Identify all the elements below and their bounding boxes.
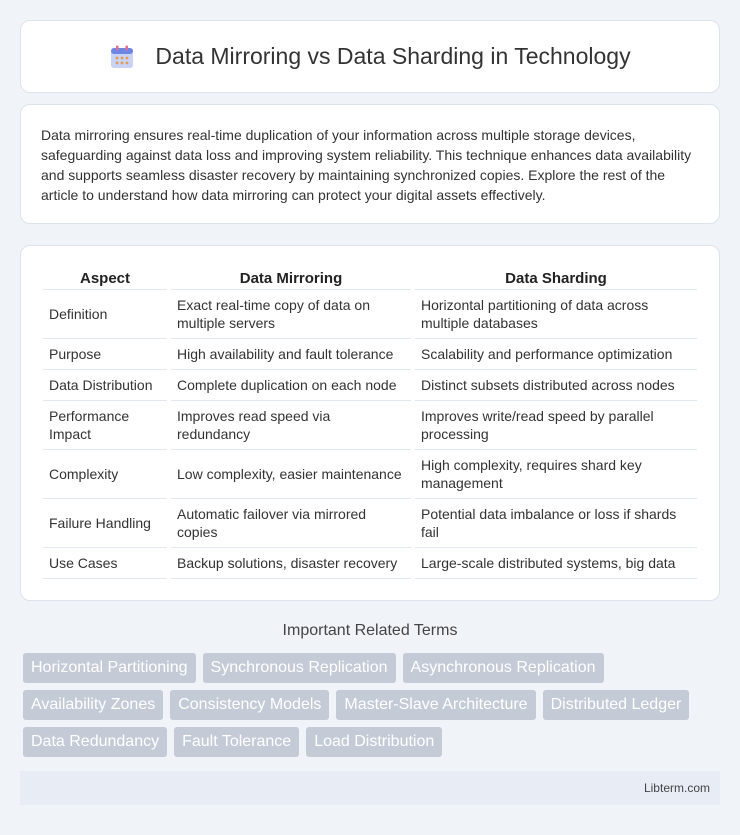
tag-master-slave-architecture[interactable]: Master-Slave Architecture xyxy=(336,690,535,720)
row-mirroring: High availability and fault tolerance xyxy=(171,339,411,370)
table-row xyxy=(43,290,697,339)
table-row xyxy=(43,339,697,370)
row-mirroring: Complete duplication on each node xyxy=(171,370,411,401)
row-sharding: Distinct subsets distributed across nodes xyxy=(415,370,697,401)
row-aspect: Definition xyxy=(43,290,167,339)
tag-consistency-models[interactable]: Consistency Models xyxy=(170,690,329,720)
row-aspect: Data Distribution xyxy=(43,370,167,401)
footer-site-link[interactable]: Libterm.com xyxy=(643,781,710,795)
tag-distributed-ledger[interactable]: Distributed Ledger xyxy=(543,690,690,720)
header-card xyxy=(20,20,720,93)
table-row xyxy=(43,401,697,450)
tag-availability-zones[interactable]: Availability Zones xyxy=(23,690,163,720)
intro-text: Data mirroring ensures real-time duplication of your information across multiple storage devices, safeguarding against data loss and improving system reliability. This technique enhances data availability and supports seamless disaster recovery by maintaining synchronized copies. Explore the rest of the article to understand how data mirroring can protect your digital assets effectively. xyxy=(41,127,692,203)
row-mirroring: Low complexity, easier maintenance xyxy=(171,450,411,499)
related-terms-title: Important Related Terms xyxy=(282,622,458,639)
row-mirroring: Improves read speed via redundancy xyxy=(171,401,411,450)
tag-synchronous-replication[interactable]: Synchronous Replication xyxy=(203,653,396,683)
row-aspect: Failure Handling xyxy=(43,499,167,548)
table-header-row xyxy=(43,268,697,290)
row-aspect: Purpose xyxy=(43,339,167,370)
table-row xyxy=(43,450,697,499)
row-mirroring: Automatic failover via mirrored copies xyxy=(171,499,411,548)
comparison-table xyxy=(39,268,701,579)
row-sharding: Improves write/read speed by parallel processing xyxy=(415,401,697,450)
row-sharding: Horizontal partitioning of data across multiple databases xyxy=(415,290,697,339)
row-aspect: Complexity xyxy=(43,450,167,499)
header-data-mirroring: Data Mirroring xyxy=(171,268,411,290)
tag-fault-tolerance[interactable]: Fault Tolerance xyxy=(174,727,299,757)
header-aspect: Aspect xyxy=(43,268,167,290)
row-sharding: Large-scale distributed systems, big data xyxy=(415,548,697,579)
table-row xyxy=(43,370,697,401)
row-sharding: Scalability and performance optimization xyxy=(415,339,697,370)
comparison-table-card xyxy=(20,245,720,601)
tag-asynchronous-replication[interactable]: Asynchronous Replication xyxy=(403,653,604,683)
row-aspect: Performance Impact xyxy=(43,401,167,450)
page-title: Data Mirroring vs Data Sharding in Technology xyxy=(155,43,631,69)
intro-card xyxy=(20,104,720,224)
calendar-icon xyxy=(109,44,135,70)
row-sharding: High complexity, requires shard key management xyxy=(415,450,697,499)
row-sharding: Potential data imbalance or loss if shards fail xyxy=(415,499,697,548)
header-data-sharding: Data Sharding xyxy=(415,268,697,290)
table-row xyxy=(43,499,697,548)
tag-load-distribution[interactable]: Load Distribution xyxy=(306,727,442,757)
related-terms-list xyxy=(20,653,710,757)
row-mirroring: Backup solutions, disaster recovery xyxy=(171,548,411,579)
footer xyxy=(20,771,720,805)
tag-data-redundancy[interactable]: Data Redundancy xyxy=(23,727,167,757)
table-row xyxy=(43,548,697,579)
row-aspect: Use Cases xyxy=(43,548,167,579)
row-mirroring: Exact real-time copy of data on multiple servers xyxy=(171,290,411,339)
tag-horizontal-partitioning[interactable]: Horizontal Partitioning xyxy=(23,653,196,683)
